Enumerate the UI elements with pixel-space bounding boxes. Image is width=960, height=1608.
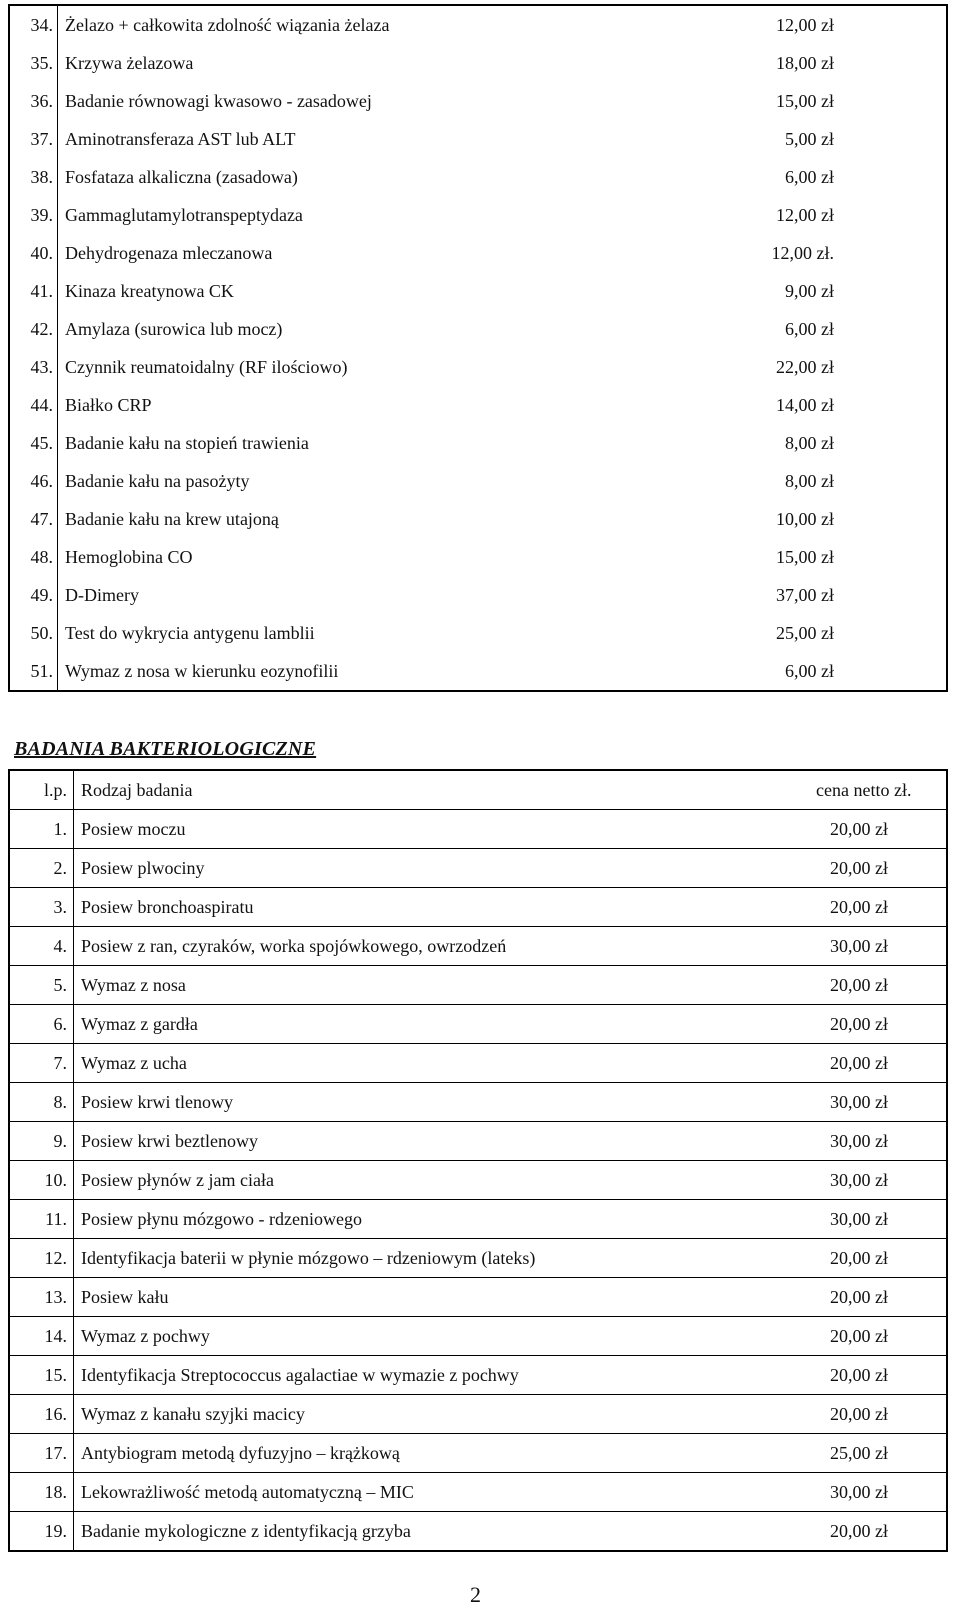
test-price: 20,00 zł [784,966,947,1005]
row-number: 45. [9,424,58,462]
test-price: 6,00 zł [612,310,947,348]
row-number: 35. [9,44,58,82]
lab-tests-price-table [8,4,948,692]
table-row [9,158,947,196]
row-number: 6. [9,1005,74,1044]
test-name: Badanie kału na stopień trawienia [58,424,613,462]
test-name: Krzywa żelazowa [58,44,613,82]
row-number: 19. [9,1512,74,1552]
test-name: Posiew plwociny [74,849,785,888]
table-row [9,234,947,272]
table-row [9,1434,947,1473]
row-number: 42. [9,310,58,348]
row-number: 11. [9,1200,74,1239]
table-row [9,1512,947,1552]
test-name: Gammaglutamylotranspeptydaza [58,196,613,234]
bacteriology-table-body [9,770,947,1551]
test-price: 20,00 zł [784,1044,947,1083]
test-name: Posiew kału [74,1278,785,1317]
page-number: 2 [470,1582,481,1607]
test-price: 30,00 zł [784,927,947,966]
test-price: 20,00 zł [784,888,947,927]
table-row [9,1200,947,1239]
table-row [9,1044,947,1083]
table-row [9,462,947,500]
test-price: 20,00 zł [784,849,947,888]
test-price: 18,00 zł [612,44,947,82]
test-name: Identyfikacja Streptococcus agalactiae w wymazie z pochwy [74,1356,785,1395]
table-row [9,849,947,888]
test-price: 6,00 zł [612,158,947,196]
test-price: 20,00 zł [784,1239,947,1278]
table-row [9,1356,947,1395]
table-row [9,1473,947,1512]
column-header-price: cena netto zł. [784,770,947,810]
row-number: 2. [9,849,74,888]
test-price: 20,00 zł [784,1395,947,1434]
test-name: Dehydrogenaza mleczanowa [58,234,613,272]
row-number: 41. [9,272,58,310]
table-row [9,5,947,44]
table-row [9,966,947,1005]
row-number: 37. [9,120,58,158]
column-header-lp: l.p. [9,770,74,810]
test-name: Wymaz z nosa w kierunku eozynofilii [58,652,613,691]
test-price: 20,00 zł [784,1317,947,1356]
test-price: 12,00 zł [612,196,947,234]
test-name: Kinaza kreatynowa CK [58,272,613,310]
test-name: Posiew płynów z jam ciała [74,1161,785,1200]
test-price: 30,00 zł [784,1473,947,1512]
test-price: 9,00 zł [612,272,947,310]
table-row [9,1005,947,1044]
test-name: Posiew bronchoaspiratu [74,888,785,927]
row-number: 1. [9,810,74,849]
row-number: 38. [9,158,58,196]
row-number: 7. [9,1044,74,1083]
test-name: Badanie kału na krew utajoną [58,500,613,538]
row-number: 44. [9,386,58,424]
table-row [9,888,947,927]
table-row [9,576,947,614]
test-price: 12,00 zł [612,5,947,44]
row-number: 50. [9,614,58,652]
table-row [9,500,947,538]
test-price: 30,00 zł [784,1122,947,1161]
table-row [9,810,947,849]
table-row [9,1395,947,1434]
row-number: 47. [9,500,58,538]
test-price: 20,00 zł [784,810,947,849]
row-number: 17. [9,1434,74,1473]
test-name: Czynnik reumatoidalny (RF ilościowo) [58,348,613,386]
table-row [9,1317,947,1356]
test-name: Posiew krwi tlenowy [74,1083,785,1122]
test-price: 22,00 zł [612,348,947,386]
row-number: 10. [9,1161,74,1200]
table-row [9,386,947,424]
test-name: Wymaz z gardła [74,1005,785,1044]
row-number: 36. [9,82,58,120]
table-row [9,538,947,576]
test-name: Posiew moczu [74,810,785,849]
test-price: 20,00 zł [784,1512,947,1552]
test-price: 20,00 zł [784,1356,947,1395]
test-name: Posiew krwi beztlenowy [74,1122,785,1161]
table-row [9,1278,947,1317]
row-number: 14. [9,1317,74,1356]
test-name: Lekowrażliwość metodą automatyczną – MIC [74,1473,785,1512]
row-number: 43. [9,348,58,386]
test-price: 37,00 zł [612,576,947,614]
test-price: 8,00 zł [612,424,947,462]
test-name: Antybiogram metodą dyfuzyjno – krążkową [74,1434,785,1473]
row-number: 16. [9,1395,74,1434]
table-row [9,44,947,82]
row-number: 48. [9,538,58,576]
row-number: 3. [9,888,74,927]
test-name: Test do wykrycia antygenu lamblii [58,614,613,652]
test-name: Badanie kału na pasożyty [58,462,613,500]
table-row [9,82,947,120]
table-row [9,652,947,691]
test-price: 30,00 zł [784,1200,947,1239]
lab-tests-table-body [9,5,947,691]
test-name: Białko CRP [58,386,613,424]
row-number: 9. [9,1122,74,1161]
test-price: 25,00 zł [784,1434,947,1473]
table-row [9,1161,947,1200]
test-name: D-Dimery [58,576,613,614]
test-price: 12,00 zł. [612,234,947,272]
table-row [9,1122,947,1161]
test-name: Wymaz z kanału szyjki macicy [74,1395,785,1434]
test-name: Wymaz z nosa [74,966,785,1005]
row-number: 46. [9,462,58,500]
test-name: Badanie mykologiczne z identyfikacją grzyba [74,1512,785,1552]
row-number: 15. [9,1356,74,1395]
test-price: 30,00 zł [784,1083,947,1122]
test-price: 8,00 zł [612,462,947,500]
row-number: 49. [9,576,58,614]
row-number: 51. [9,652,58,691]
table-row [9,120,947,158]
row-number: 13. [9,1278,74,1317]
test-price: 6,00 zł [612,652,947,691]
test-name: Żelazo + całkowita zdolność wiązania żelaza [58,5,613,44]
table-header-row [9,770,947,810]
row-number: 18. [9,1473,74,1512]
row-number: 34. [9,5,58,44]
row-number: 8. [9,1083,74,1122]
test-price: 15,00 zł [612,82,947,120]
table-row [9,1239,947,1278]
table-row [9,1083,947,1122]
table-row [9,424,947,462]
row-number: 4. [9,927,74,966]
table-row [9,196,947,234]
test-price: 20,00 zł [784,1005,947,1044]
test-name: Hemoglobina CO [58,538,613,576]
row-number: 5. [9,966,74,1005]
test-name: Posiew płynu mózgowo - rdzeniowego [74,1200,785,1239]
row-number: 12. [9,1239,74,1278]
table-row [9,927,947,966]
table-row [9,310,947,348]
row-number: 39. [9,196,58,234]
test-name: Badanie równowagi kwasowo - zasadowej [58,82,613,120]
bacteriology-price-table [8,769,948,1552]
table-row [9,272,947,310]
test-name: Wymaz z ucha [74,1044,785,1083]
section-heading: BADANIA BAKTERIOLOGICZNE [14,738,317,760]
test-name: Fosfataza alkaliczna (zasadowa) [58,158,613,196]
test-name: Amylaza (surowica lub mocz) [58,310,613,348]
table-row [9,614,947,652]
test-name: Wymaz z pochwy [74,1317,785,1356]
test-name: Identyfikacja baterii w płynie mózgowo – rdzeniowym (lateks) [74,1239,785,1278]
test-price: 25,00 zł [612,614,947,652]
test-price: 30,00 zł [784,1161,947,1200]
test-price: 5,00 zł [612,120,947,158]
test-name: Posiew z ran, czyraków, worka spojówkowego, owrzodzeń [74,927,785,966]
test-name: Aminotransferaza AST lub ALT [58,120,613,158]
row-number: 40. [9,234,58,272]
test-price: 14,00 zł [612,386,947,424]
test-price: 15,00 zł [612,538,947,576]
table-row [9,348,947,386]
column-header-name: Rodzaj badania [74,770,785,810]
test-price: 20,00 zł [784,1278,947,1317]
test-price: 10,00 zł [612,500,947,538]
